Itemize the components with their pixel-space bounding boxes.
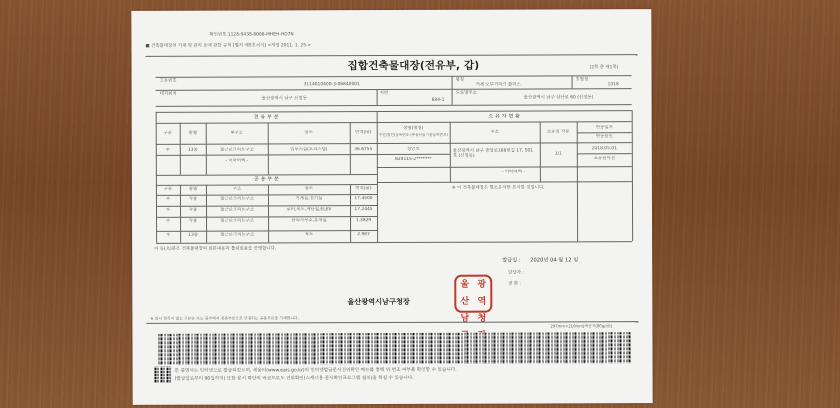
section-common-title: 공 용 부 분 [253, 176, 279, 183]
official-seal [454, 275, 492, 324]
seal-char: 광역 [477, 279, 487, 307]
header-divider-2 [377, 89, 378, 105]
exclusive-cell: 36.6755 [354, 147, 373, 153]
value-site-location: 울산광역시 남구 신정동 [261, 96, 307, 102]
section-header-line [156, 121, 632, 124]
common-cell: 주 [165, 207, 171, 213]
owner-address: 울산광역시 남구 중앙로188번길 17, 501호 (신정동) [452, 148, 534, 160]
owner-header-change-reason: 변동원인 [595, 134, 613, 140]
common-header: 면적(㎡) [355, 186, 372, 192]
issue-date-label: 발급일 : [502, 257, 521, 264]
common-cell: 1.3829 [355, 218, 372, 224]
common-cell: 철근콘크리트구조 [220, 218, 255, 224]
header-border-top [156, 75, 632, 78]
value-road-address: 울산광역시 남구 삼산로 60 (신정동) [523, 95, 594, 101]
row-line [156, 154, 377, 156]
common-cell: 주 [165, 196, 171, 202]
exclusive-cell: 13층 [187, 147, 198, 153]
exclusive-cell: 업무시설(오피스텔) [290, 147, 328, 153]
row-line [377, 181, 632, 183]
value-unit-number: 1318 [607, 82, 619, 88]
top-rule [145, 54, 637, 57]
common-header: 구분 [163, 186, 173, 192]
common-header: 용도 [304, 186, 314, 192]
common-header: 구조 [232, 186, 242, 192]
qr-code-icon [155, 367, 171, 383]
building-register-document [131, 9, 652, 405]
value-unique-number: 3114010400-3-06840001 [303, 82, 360, 88]
exclusive-cell: 철근콘크리트구조 [219, 147, 254, 153]
issuer-name: 울산광역시남구청장 [347, 296, 410, 307]
column-header-line [156, 142, 632, 145]
page-indicator: (2쪽 중 제1쪽) [589, 65, 619, 71]
value-lot-number: 684-1 [431, 97, 445, 103]
common-cell: 관리사무소,휴게실 [291, 218, 327, 224]
owner-reg-number: 820115-2******* [395, 156, 432, 162]
common-cell: 로비,복도,계단실,ELEV [286, 207, 332, 213]
exclusive-header: ※구조 [230, 130, 243, 136]
common-cell: 주 [165, 232, 171, 238]
footer-note: ※ 표시 항목이 없는 구분은 또는 공부에서 전유부분으로 산정되는 공용부분을 기재합니다. [150, 315, 299, 321]
label-lot-number: 지번 [379, 91, 389, 97]
row-line [577, 153, 632, 154]
common-cell: 17.4500 [354, 196, 373, 202]
common-cell: 철근콘크리트구조 [219, 196, 254, 202]
row-line [377, 166, 632, 168]
table-right [632, 110, 633, 241]
header-border-mid [156, 88, 632, 91]
owner-footnote: ※ 이 건축물대장은 현소유자만 표시한 것입니다. [451, 185, 545, 191]
seal-char: 청장 [477, 313, 487, 324]
header-divider-3 [572, 75, 573, 88]
common-cell: 주 [165, 218, 171, 224]
common-cell: 17.2445 [354, 207, 373, 213]
common-cell: 각층 [188, 218, 198, 224]
common-cell: 각층 [188, 207, 198, 213]
value-building-name: 거제 오뚜기파크 플러스 [475, 82, 521, 88]
issue-number: 확인번호:1128-9438-8088-MHEH-HO7N [209, 32, 294, 38]
common-cell: 복도 [304, 232, 314, 238]
label-unit-number: 호명칭 [575, 77, 589, 83]
footer-text-2: (발급일로부터 90일까지) 또한 문서 하단의 바코드로도 진위확인(스캐너용 문서확인프로그램 설치)을 하실 수 있습니다. [174, 375, 414, 382]
owner-header-reg: 주민(법인)등록번호 (부동산등기용등록번호) [378, 132, 448, 138]
owner-header-change-date: 변동일자 [595, 125, 613, 131]
common-cell: 철근콘크리트구조 [220, 207, 254, 213]
certification-text: 이 등(초)본은 건축물대장의 원본내용과 틀림없음을 증명합니다. [154, 246, 277, 252]
owner-change-date: 2018.05.01 [591, 146, 617, 152]
exclusive-cell: 주 [165, 147, 170, 153]
officer-label: 담당자 : [508, 270, 524, 276]
common-cell: 기계실,전기실 [295, 196, 323, 202]
footer-text-1: 본 증명서는 인터넷으로 발급되었으며, 세움터(www.eais.go.kr)의 인터넷발급문서진위확인 메뉴를 통해 위·변조 여부를 확인할 수 있습니다. [174, 367, 457, 374]
table-bottom [156, 241, 632, 244]
paper-size: 297mm×210mm[백상지(80g/㎡)] [550, 323, 613, 329]
seal-char: 남구 [460, 313, 470, 324]
owner-note: - 이하여백 - [501, 169, 525, 175]
common-header: 층별 [188, 186, 198, 192]
section-owner-title: 소 유 자 현 황 [488, 113, 521, 120]
owner-header-share: 소유권 지분 [546, 129, 570, 135]
common-cell: 13층 [188, 232, 199, 238]
header-border-bottom [156, 104, 632, 107]
seal-char: 울산 [460, 279, 470, 307]
owner-name: 정인호 [406, 146, 420, 152]
section-exclusive-title: 전 유 부 분 [253, 114, 279, 121]
common-cell: 철근콘크리트구조 [220, 232, 255, 238]
exclusive-header: 구분 [163, 130, 172, 136]
row-line [577, 132, 632, 133]
owner-share: 1/1 [554, 151, 562, 157]
header-divider [452, 76, 453, 105]
label-road-address: 도로명주소 [455, 90, 477, 96]
issue-date: 2020년 04 월 12 일 [530, 257, 579, 264]
row-line [377, 154, 450, 155]
label-unique-number: 고유번호 [159, 78, 177, 84]
phone-label: 전 화 : [508, 281, 522, 287]
document-barcode [158, 332, 630, 365]
owner-change-reason: 소유권이전 [593, 156, 615, 162]
exclusive-header: 층별 [188, 130, 197, 136]
owner-header-address: 주소 [490, 129, 499, 135]
document-title: 집합건축물대장(전유부, 갑) [347, 59, 480, 73]
common-cell: 각층 [188, 196, 198, 202]
exclusive-header: 면적(㎡) [355, 130, 372, 136]
owner-header-name: 성명(명칭) [403, 125, 424, 131]
common-cell: 2.987 [357, 232, 370, 238]
label-site-location: 대지위치 [159, 91, 177, 97]
label-building-name: 명칭 [455, 77, 465, 83]
regulation-text: ■ 건축물대장의 기재 및 관리 등에 관한 규칙 [별지 제5호서식] <개정 2011. 1. 25.> [145, 43, 312, 49]
exclusive-note: - 이하여백 - [225, 158, 249, 164]
exclusive-header: 용도 [304, 130, 313, 136]
